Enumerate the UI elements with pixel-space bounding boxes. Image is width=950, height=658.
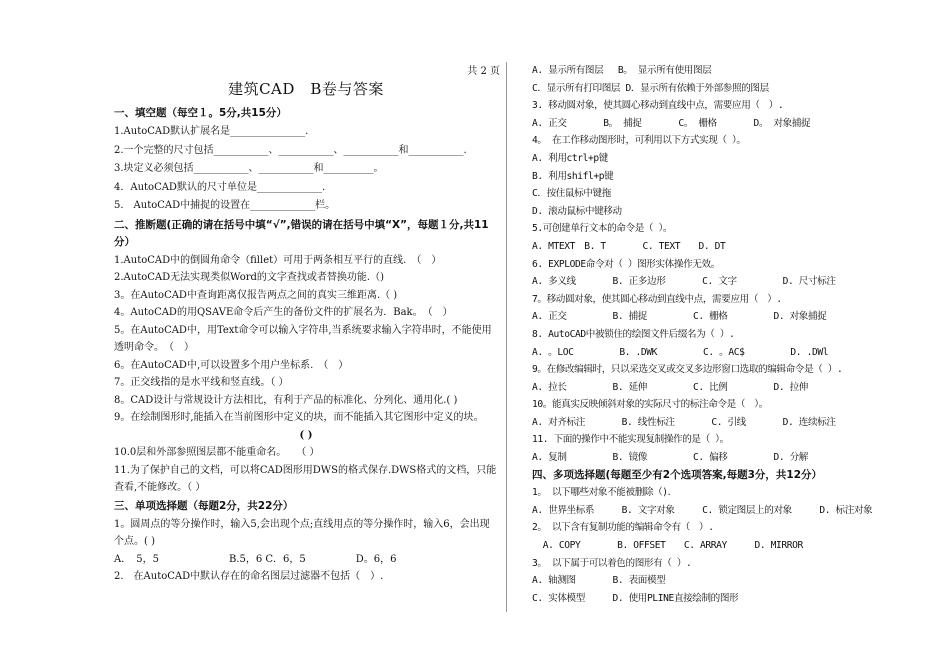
- choice-line: 5.可创建单行文本的命令是（ ）。: [532, 223, 673, 235]
- judge-question: 11.为了保护自己的文档，可以将CAD图形用DWS的格式保存.DWS格式的文档，只能查看,不能修改。（ ）: [114, 464, 497, 494]
- page-title: 建筑CAD B卷与答案: [228, 80, 384, 98]
- multi-choice-line: 2。 以下含有复制功能的编辑命令有（ ）.: [532, 522, 714, 534]
- right-column: [532, 62, 932, 607]
- choice-line: 9。在修改编辑时，只以采选交叉或交叉多边形窗口选取的编辑命令是（ ）.: [532, 364, 843, 376]
- judge-question: 7。正交线指的是水平线和竖直线。（ ）: [114, 377, 289, 389]
- choice-line: A. 多义线 B. 正多边形 C. 文字 D. 尺寸标注: [532, 276, 836, 288]
- choice-question: 1。圆周点的等分操作时，输入5,会出现个点;直线用点的等分操作时，输入6，会出现个点。( ): [114, 518, 490, 548]
- choice-line: 3. 移动圆对象，使其圆心移动到直线中点，需要应用（ ）.: [532, 100, 784, 112]
- choice-line: A. 。LOC B. .DWK C. 。AC$ D. .DWl: [532, 346, 829, 358]
- choice-line: 4。 在工作移动图形时，可利用以下方式实现（ ）。: [532, 135, 746, 147]
- choice-line: B. 利用shifl+p键: [532, 170, 614, 182]
- multi-choice-line: 3。 以下属于可以着色的图形有（ ）.: [532, 557, 692, 569]
- choice-line: 7。移动圆对象，使其圆心移动到直线中点，需要应用（ ）.: [532, 293, 782, 305]
- choice-line: D. 滚动鼠标中键移动: [532, 205, 622, 217]
- multi-choice-line: A. COPY B. OFFSET C. ARRAY D. MIRROR: [532, 540, 803, 552]
- judge-question: 4。AutoCAD的用QSAVE命令后产生的备份文件的扩展名为．Bak。 （ ）: [114, 307, 453, 319]
- judge-answer-paren: ( ): [299, 429, 313, 441]
- choice-line: A. 复制 B. 镜像 C. 偏移 D. 分解: [532, 452, 808, 464]
- multi-choice-line: A. 轴测图 B. 表面模型: [532, 575, 666, 587]
- fill-question: 5． AutoCAD中捕捉的设置在_____________栏。: [114, 200, 336, 212]
- choice-line: A. 拉长 B. 延伸 C. 比例 D. 拉伸: [532, 381, 808, 393]
- section-4-heading: 四、多项选择题(每题至少有2个选项答案,每题3分，共12分）: [532, 468, 823, 481]
- choice-line: 10。能真实反映倾斜对象的实际尺寸的标注命令是（ ）。: [532, 399, 768, 411]
- choice-line: A. 正交 B. 捕捉 C. 栅格 D. 对象捕捉: [532, 311, 827, 323]
- choice-line: C．显示所有打印图层 D．显示所有依赖于外部参照的图层: [532, 82, 769, 94]
- judge-question: 10.0层和外部参照图层都不能重命名。 （ ）: [114, 447, 320, 459]
- page-info: 共 2 页: [467, 66, 500, 77]
- judge-question: 1.AutoCAD中的倒圆角命令（fillet）可用于两条相互平行的直线. （ ）: [114, 254, 442, 266]
- judge-question: 8。CAD设计与常规设计方法相比，有利于产品的标准化、分列化、通用化.( ): [114, 394, 458, 406]
- choice-line: A. 正交 B。 捕捉 C。 栅格 D。 对象捕捉: [532, 117, 811, 129]
- choice-line: 11. 下面的操作中不能实现复制操作的是（ ）。: [532, 434, 729, 446]
- judge-question: 5。在AutoCAD中，用Text命令可以输入字符串,当系统要求输入字符串时，不能使用透明命令。 （ ）: [114, 324, 492, 354]
- choice-line: C．按住鼠标中键拖: [532, 188, 611, 200]
- section-2-heading: 二、推断题(正确的请在括号中填“√”,错误的请在括号中填“X”，每题１分,共11分）: [114, 218, 489, 248]
- judge-question: 6。在AutoCAD中,可以设置多个用户坐标系. （ ）: [114, 359, 349, 371]
- choice-line: 8. AutoCAD中被锁住的绘图文件后缀名为（ ）.: [532, 328, 735, 340]
- judge-question: 3。在AutoCAD中查询距离仅报告两点之间的真实三维距离.（ ): [114, 289, 398, 301]
- fill-question: 2.一个完整的尺寸包括___________、___________、___________和___________.: [114, 144, 467, 156]
- multi-choice-line: C. 实体模型 D. 使用PLINE直接绘制的图形: [532, 592, 739, 604]
- fill-question: 4．AutoCAD默认的尺寸单位是_____________.: [114, 181, 326, 193]
- choice-question: 2． 在AutoCAD中默认存在的命名图层过滤器不包括（ ）.: [114, 571, 384, 583]
- fill-question: 1.AutoCAD默认扩展名是_______________.: [114, 126, 309, 137]
- choice-options: A． 5，5 B.5，6 C．6，5 D。6，6: [114, 553, 397, 565]
- section-1-heading: 一、填空题（每空１。5分,共15分）: [114, 107, 287, 119]
- left-column: [114, 62, 498, 586]
- section-3-heading: 三、单项选择题（每题2分，共22分）: [114, 499, 294, 512]
- choice-line: A. 显示所有图层 B。 显示所有使用图层: [532, 65, 712, 76]
- multi-choice-line: 1。 以下哪些对象不能被删除（)．: [532, 487, 677, 499]
- choice-line: A. 对齐标注 B. 线性标注 C. 引线 D. 连续标注: [532, 416, 836, 428]
- fill-question: 3.块定义必须包括___________、___________和__________。: [114, 163, 384, 175]
- choice-line: A. MTEXT B. T C. TEXT D. DT: [532, 240, 726, 252]
- judge-question: 9。在绘制图形时,能插入在当前图形中定义的块，而不能插入其它图形中定义的块。: [114, 412, 484, 424]
- column-divider: [506, 62, 507, 612]
- choice-line: A. 利用ctrl+p键: [532, 152, 608, 164]
- choice-line: 6. EXPLODE命令对（ ）图形实体操作无效。: [532, 258, 720, 270]
- judge-question: 2.AutoCAD无法实现类似Word的文字查找或者替换功能.（): [114, 272, 385, 284]
- multi-choice-line: A. 世界坐标系 B. 文字对象 C. 锁定图层上的对象 D. 标注对象: [532, 504, 873, 516]
